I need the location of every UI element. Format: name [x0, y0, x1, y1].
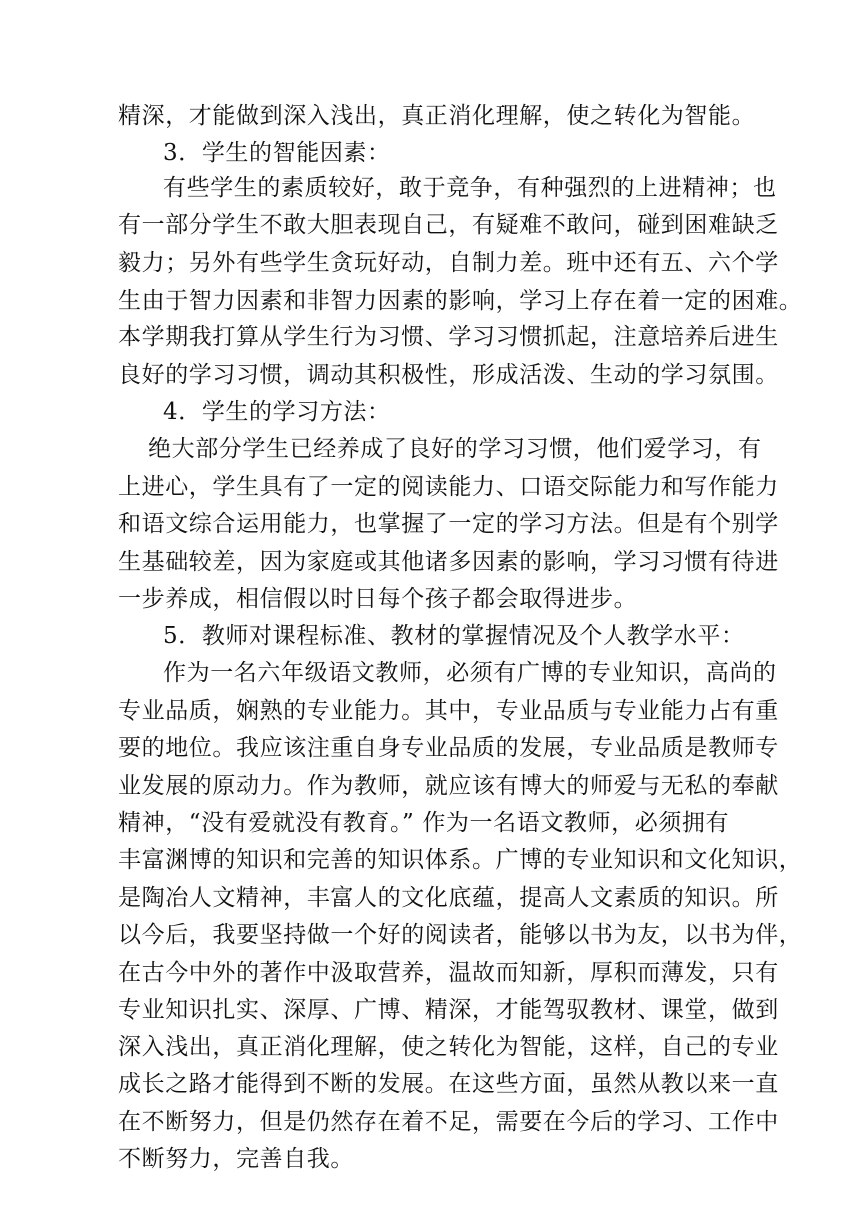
paragraph-first-line: 作为一名六年级语文教师，必须有广博的专业知识，高尚的 — [163, 660, 777, 686]
paragraph-first-line: 绝大部分学生已经养成了良好的学习习惯，他们爱学习，有 — [148, 436, 762, 462]
section-heading: 4．学生的学习方法： — [163, 399, 391, 425]
text-line: 专业知识扎实、深厚、广博、精深，才能驾驭教材、课堂，做到 — [118, 997, 779, 1023]
text-line: 丰富渊博的知识和完善的知识体系。广博的专业知识和文化知识， — [118, 847, 803, 873]
section-heading: 5．教师对课程标准、教材的掌握情况及个人教学水平： — [163, 623, 745, 649]
text-line: 业发展的原动力。作为教师，就应该有博大的师爱与无私的奉献 — [118, 773, 779, 799]
section-heading: 3．学生的智能因素： — [163, 140, 391, 166]
text-line: 有一部分学生不敢大胆表现自己，有疑难不敢问，碰到困难缺乏 — [118, 212, 779, 238]
text-line: 专业品质，娴熟的专业能力。其中，专业品质与专业能力占有重 — [118, 698, 779, 724]
text-line: 在不断努力，但是仍然存在着不足，需要在今后的学习、工作中 — [118, 1109, 779, 1135]
text-line: 以今后，我要坚持做一个好的阅读者，能够以书为友，以书为伴， — [118, 922, 803, 948]
text-line: 不断努力，完善自我。 — [118, 1146, 354, 1172]
text-line: 要的地位。我应该注重自身专业品质的发展，专业品质是教师专 — [118, 735, 779, 761]
text-line: 精深，才能做到深入浅出，真正消化理解，使之转化为智能。 — [118, 103, 756, 129]
text-line: 毅力；另外有些学生贪玩好动，自制力差。班中还有五、六个学 — [118, 250, 779, 276]
text-line: 本学期我打算从学生行为习惯、学习习惯抓起，注意培养后进生 — [118, 324, 779, 350]
text-line: 精神，“没有爱就没有教育。” 作为一名语文教师，必须拥有 — [118, 810, 730, 836]
text-line: 在古今中外的著作中汲取营养，温故而知新，厚积而薄发，只有 — [118, 960, 779, 986]
text-line: 深入浅出，真正消化理解，使之转化为智能，这样，自己的专业 — [118, 1034, 779, 1060]
text-line: 一步养成，相信假以时日每个孩子都会取得进步。 — [118, 586, 638, 612]
text-line: 成长之路才能得到不断的发展。在这些方面，虽然从教以来一直 — [118, 1071, 779, 1097]
text-line: 生由于智力因素和非智力因素的影响，学习上存在着一定的困难。 — [118, 288, 803, 314]
paragraph-first-line: 有些学生的素质较好，敢于竞争，有种强烈的上进精神；也 — [163, 175, 777, 201]
text-line: 生基础较差，因为家庭或其他诸多因素的影响，学习习惯有待进 — [118, 549, 779, 575]
text-line: 良好的学习习惯，调动其积极性，形成活泼、生动的学习氛围。 — [118, 362, 779, 388]
text-line: 是陶冶人文精神，丰富人的文化底蕴，提高人文素质的知识。所 — [118, 885, 779, 911]
text-line: 和语文综合运用能力，也掌握了一定的学习方法。但是有个别学 — [118, 511, 779, 537]
text-line: 上进心，学生具有了一定的阅读能力、口语交际能力和写作能力 — [118, 474, 779, 500]
